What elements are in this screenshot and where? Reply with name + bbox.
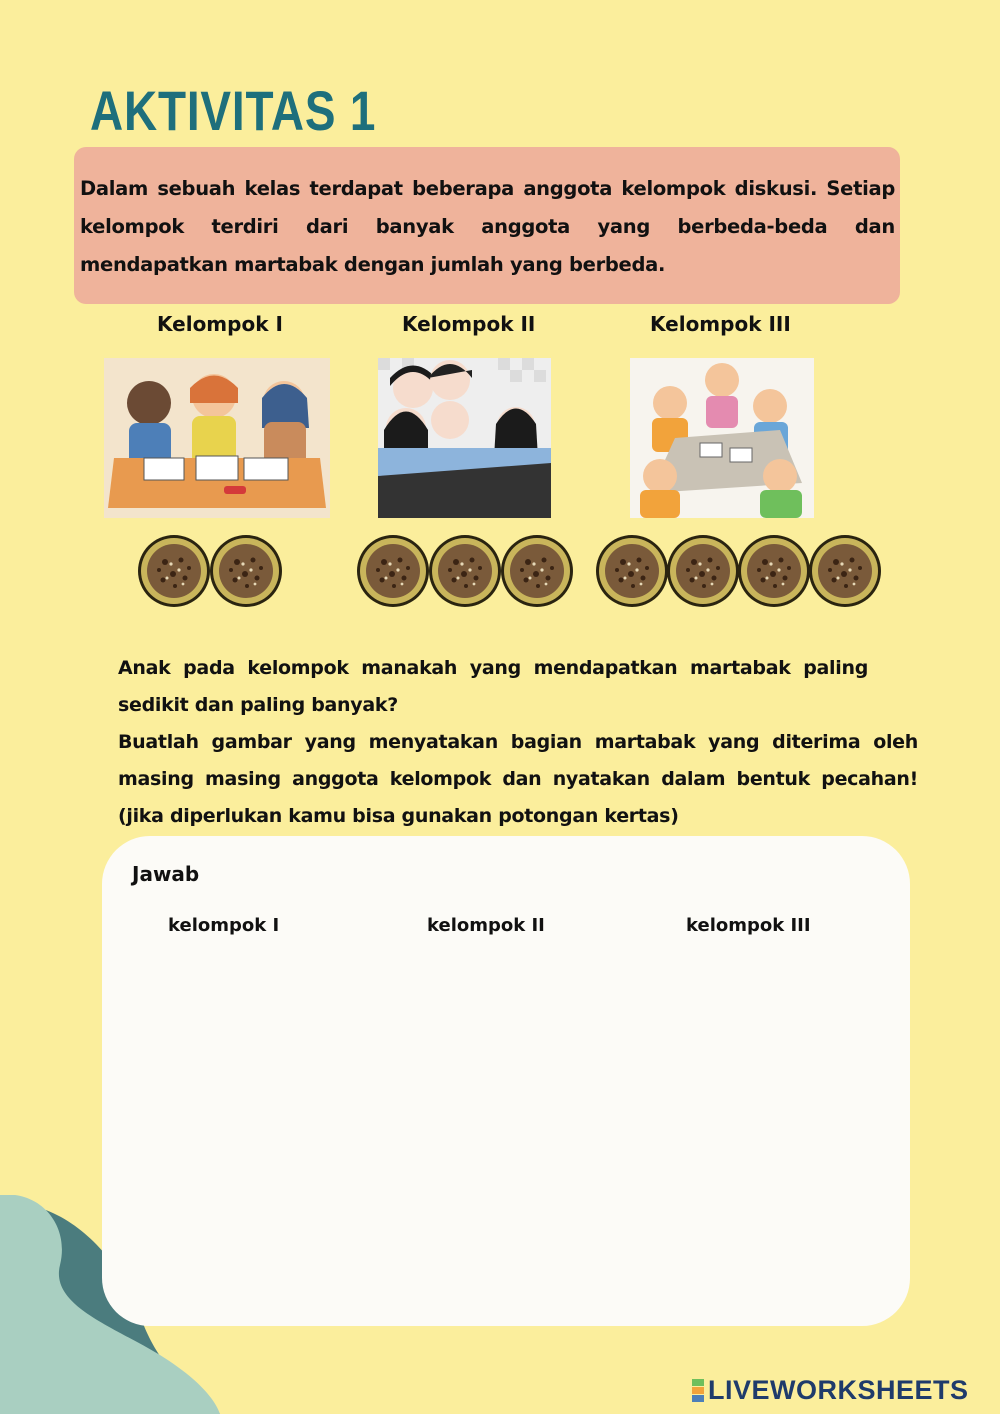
group-2-picture bbox=[378, 358, 551, 518]
brand-logo bbox=[692, 1375, 969, 1406]
liveworksheets-logo-icon bbox=[692, 1379, 704, 1402]
answer-label-3: kelompok III bbox=[686, 915, 811, 936]
martabak-icon bbox=[428, 534, 502, 608]
martabak-icon bbox=[737, 534, 811, 608]
group-label-1: Kelompok I bbox=[157, 312, 283, 336]
martabak-icon bbox=[500, 534, 574, 608]
martabak-icon bbox=[666, 534, 740, 608]
page-title: AKTIVITAS 1 bbox=[90, 79, 377, 142]
answer-label-2: kelompok II bbox=[427, 915, 545, 936]
group-label-2: Kelompok II bbox=[402, 312, 536, 336]
answer-heading: Jawab bbox=[132, 862, 200, 886]
question-2: Buatlah gambar yang menyatakan bagian martabak yang diterima oleh masing masing anggota kelompok dan nyatakan dalam bentuk pecahan! (jika diperlukan kamu bisa gunakan potongan kertas) bbox=[118, 731, 918, 827]
question-1: Anak pada kelompok manakah yang mendapatkan martabak paling sedikit dan paling banyak? bbox=[118, 657, 868, 716]
martabak-icon bbox=[356, 534, 430, 608]
answer-label-1: kelompok I bbox=[168, 915, 280, 936]
martabak-icon bbox=[209, 534, 283, 608]
martabak-icon bbox=[808, 534, 882, 608]
martabak-icon bbox=[595, 534, 669, 608]
answer-box[interactable] bbox=[102, 836, 910, 1326]
brand-text: LIVEWORKSHEETS bbox=[708, 1375, 969, 1405]
martabak-icon bbox=[137, 534, 211, 608]
intro-text: Dalam sebuah kelas terdapat beberapa anggota kelompok diskusi. Setiap kelompok terdiri dari banyak anggota yang berbeda-beda dan mendapatkan martabak dengan jumlah yang berbeda. bbox=[80, 177, 895, 276]
group-3-picture bbox=[630, 358, 814, 518]
group-1-picture bbox=[104, 358, 330, 518]
group-label-3: Kelompok III bbox=[650, 312, 791, 336]
